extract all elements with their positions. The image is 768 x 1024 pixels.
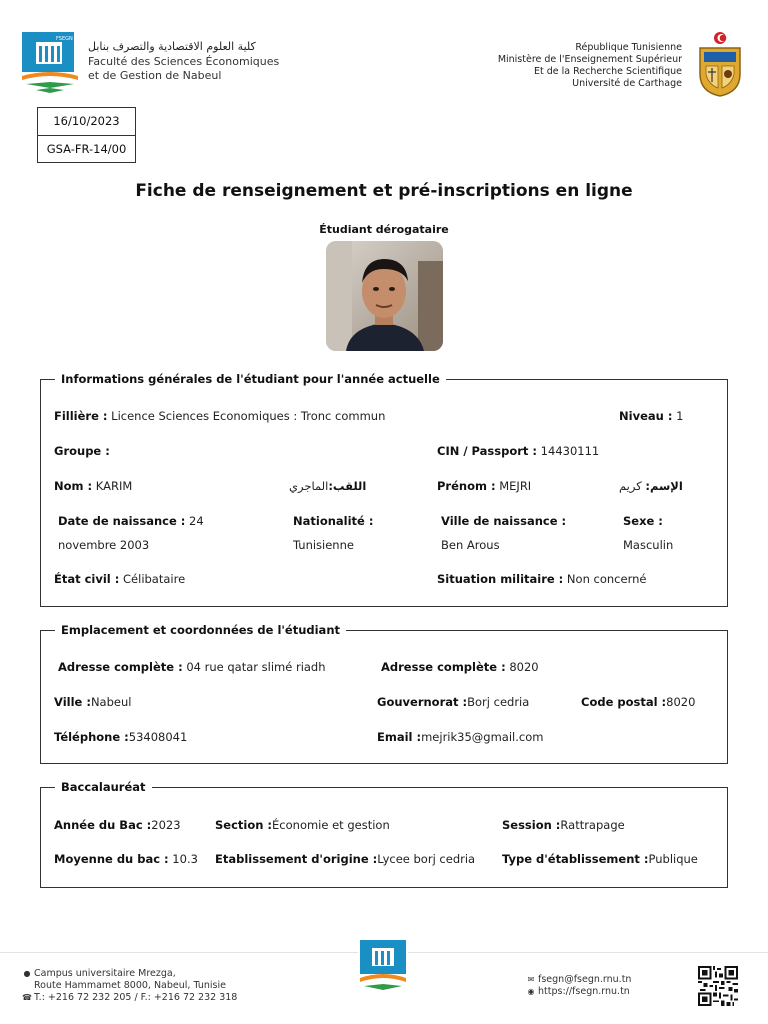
footer-email[interactable]: fsegn@fsegn.rnu.tn xyxy=(538,974,632,985)
gov-line-2: Ministère de l'Enseignement Supérieur xyxy=(497,54,682,65)
field-nationalite: Nationalité : Tunisienne xyxy=(293,514,374,552)
government-header xyxy=(498,42,682,90)
field-section: Section :Économie et gestion xyxy=(215,818,390,832)
document-date: 16/10/2023 xyxy=(53,114,120,128)
mail-icon: ✉ xyxy=(527,975,535,984)
faculty-name-ar: كلية العلوم الاقتصادية والتصرف بنابل xyxy=(88,40,256,53)
field-code-postal: Code postal :8020 xyxy=(581,695,696,709)
bac-title: Baccalauréat xyxy=(55,780,152,794)
location-pin-icon: ● xyxy=(23,969,31,978)
footer-address xyxy=(22,968,237,1004)
field-telephone: Téléphone :53408041 xyxy=(54,730,188,744)
gov-line-1: République Tunisienne xyxy=(575,42,682,53)
field-ville: Ville :Nabeul xyxy=(54,695,132,709)
field-email: Email :mejrik35@gmail.com xyxy=(377,730,544,744)
field-sexe: Sexe : Masculin xyxy=(623,514,674,552)
field-niveau: Niveau : 1 xyxy=(619,409,684,423)
faculty-logo xyxy=(22,32,78,94)
field-cin: CIN / Passport : 14430111 xyxy=(437,444,600,458)
field-adresse-2: Adresse complète : 8020 xyxy=(381,660,539,674)
student-photo xyxy=(326,241,443,351)
footer-faculty-logo xyxy=(358,938,408,994)
footer-contact xyxy=(526,974,631,998)
field-type-etablissement: Type d'établissement :Publique xyxy=(502,852,698,866)
field-moyenne: Moyenne du bac : 10.3 xyxy=(54,852,198,866)
field-ville-naissance: Ville de naissance : Ben Arous xyxy=(441,514,567,552)
field-prenom: Prénom : MEJRI xyxy=(437,479,532,493)
field-etablissement: Etablissement d'origine :Lycee borj cedria xyxy=(215,852,476,866)
field-adresse: Adresse complète : 04 rue qatar slimé riadh xyxy=(58,660,326,674)
faculty-name xyxy=(88,40,279,83)
field-annee-bac: Année du Bac :2023 xyxy=(54,818,181,832)
document-code: GSA-FR-14/00 xyxy=(38,135,135,162)
field-ism: الإسم: كريم xyxy=(619,479,683,493)
faculty-name-fr-2: et de Gestion de Nabeul xyxy=(88,69,222,82)
contact-section xyxy=(40,623,728,764)
footer-address-2: Route Hammamet 8000, Nabeul, Tunisie xyxy=(34,980,226,991)
qr-code xyxy=(698,966,738,1006)
general-info-title: Informations générales de l'étudiant pour l'année actuelle xyxy=(55,372,446,386)
student-status: Étudiant dérogataire xyxy=(319,223,449,236)
field-situation-militaire: Situation militaire : Non concerné xyxy=(437,572,647,586)
footer-website[interactable]: https://fsegn.rnu.tn xyxy=(538,986,630,997)
field-laqab: اللقب:الماجري xyxy=(289,479,367,493)
gov-line-3: Et de la Recherche Scientifique xyxy=(533,66,682,77)
page-title: Fiche de renseignement et pré-inscriptions en ligne xyxy=(135,181,633,201)
faculty-name-fr-1: Faculté des Sciences Économiques xyxy=(88,55,280,68)
globe-icon: ◉ xyxy=(527,987,535,996)
field-date-naissance: Date de naissance : 24 novembre 2003 xyxy=(58,514,204,552)
field-session: Session :Rattrapage xyxy=(502,818,625,832)
field-nom: Nom : KARIM xyxy=(54,479,133,493)
field-groupe: Groupe : xyxy=(54,444,110,458)
field-etat-civil: État civil : Célibataire xyxy=(54,572,186,586)
general-info-section xyxy=(40,372,728,607)
field-gouvernorat: Gouvernorat :Borj cedria xyxy=(377,695,530,709)
logo-small-text: FSEGN xyxy=(56,36,73,42)
field-filiere: Fillière : Licence Sciences Economiques : Tronc commun xyxy=(54,409,386,423)
gov-line-4: Université de Carthage xyxy=(572,78,682,89)
phone-icon: ☎ xyxy=(22,993,32,1002)
tunisia-emblem-icon xyxy=(696,30,744,98)
bac-section xyxy=(40,780,728,888)
footer-phone: T.: +216 72 232 205 / F.: +216 72 232 318 xyxy=(34,992,238,1003)
document-reference-box xyxy=(37,107,136,163)
footer-address-1: Campus universitaire Mrezga, xyxy=(34,968,176,979)
contact-title: Emplacement et coordonnées de l'étudiant xyxy=(55,623,346,637)
